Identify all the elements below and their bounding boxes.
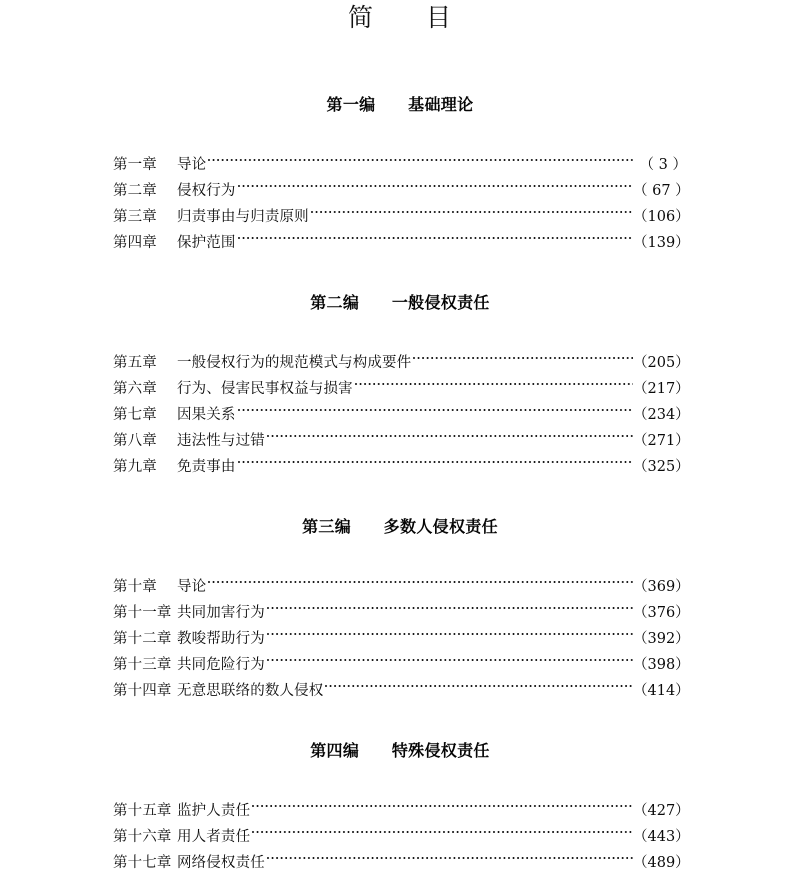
page-number: （443） (633, 829, 690, 845)
chapter-title: 侵权行为 (177, 183, 236, 199)
chapter-label: 第十三章 (113, 657, 172, 673)
dot-leader (238, 445, 633, 471)
page-number: （325） (633, 459, 690, 475)
chapter-title: 一般侵权行为的规范模式与构成要件 (177, 355, 412, 371)
dot-leader (267, 643, 633, 669)
chapter-label: 第十七章 (113, 855, 172, 871)
chapter-title: 教唆帮助行为 (177, 631, 265, 647)
chapter-label: 第三章 (113, 209, 157, 225)
entry-list-3 (0, 565, 800, 699)
entry-list-2 (0, 341, 800, 475)
chapter-label: 第五章 (113, 355, 157, 371)
chapter-label: 第十五章 (113, 803, 172, 819)
dot-leader (413, 341, 633, 367)
chapter-title: 归责事由与归责原则 (177, 209, 309, 225)
chapter-label: 第十六章 (113, 829, 172, 845)
chapter-title: 导论 (177, 157, 207, 173)
chapter-label: 第七章 (113, 407, 157, 423)
page-number: （392） (633, 631, 690, 647)
part-section-4 (0, 741, 800, 871)
chapter-title: 网络侵权责任 (177, 855, 265, 871)
chapter-title: 保护范围 (177, 235, 236, 251)
dot-leader (238, 393, 633, 419)
page-number: （ 3 ） (639, 157, 687, 173)
page-number: （205） (633, 355, 690, 371)
dot-leader (267, 617, 633, 643)
chapter-title: 用人者责任 (177, 829, 251, 845)
page-number: （369） (633, 579, 690, 595)
dot-leader (325, 669, 633, 695)
chapter-label: 第十二章 (113, 631, 172, 647)
chapter-label: 第四章 (113, 235, 157, 251)
part-section-1 (0, 95, 800, 251)
part-heading-2: 第二编 一般侵权责任 (310, 293, 490, 312)
chapter-label: 第十一章 (113, 605, 172, 621)
chapter-title: 无意思联络的数人侵权 (177, 683, 324, 699)
toc-row[interactable] (113, 341, 690, 371)
chapter-title: 违法性与过错 (177, 433, 265, 449)
dot-leader (208, 565, 633, 591)
toc-row[interactable] (113, 565, 690, 595)
chapter-title: 导论 (177, 579, 207, 595)
part-heading-4: 第四编 特殊侵权责任 (310, 741, 490, 760)
part-section-3 (0, 517, 800, 699)
part-heading-1: 第一编 基础理论 (326, 95, 474, 114)
chapter-label: 第八章 (113, 433, 157, 449)
chapter-title: 因果关系 (177, 407, 236, 423)
dot-leader (311, 195, 633, 221)
dot-leader (208, 143, 633, 169)
dot-leader (267, 591, 633, 617)
page-number: （139） (633, 235, 690, 251)
chapter-label: 第六章 (113, 381, 157, 397)
chapter-label: 第十章 (113, 579, 157, 595)
chapter-label: 第九章 (113, 459, 157, 475)
part-heading-3: 第三编 多数人侵权责任 (302, 517, 498, 536)
dot-leader (252, 815, 633, 841)
toc-row[interactable] (113, 143, 687, 173)
chapter-title: 共同加害行为 (177, 605, 265, 621)
dot-leader (238, 169, 633, 195)
dot-leader (267, 419, 633, 445)
page-number: （106） (633, 209, 690, 225)
chapter-label: 第二章 (113, 183, 157, 199)
page-number: （234） (633, 407, 690, 423)
entry-list-4 (0, 789, 800, 871)
page-number: （398） (633, 657, 690, 673)
dot-leader (355, 367, 633, 393)
page-number: （376） (633, 605, 690, 621)
chapter-title: 免责事由 (177, 459, 236, 475)
page-number: （271） (633, 433, 690, 449)
page-number: （ 67 ） (633, 183, 690, 199)
chapter-title: 监护人责任 (177, 803, 251, 819)
chapter-title: 行为、侵害民事权益与损害 (177, 381, 353, 397)
chapter-label: 第十四章 (113, 683, 172, 699)
page-number: （414） (633, 683, 690, 699)
page-title: 简 目 (347, 3, 452, 32)
entry-list-1 (0, 143, 800, 251)
page-number: （489） (633, 855, 690, 871)
chapter-title: 共同危险行为 (177, 657, 265, 673)
dot-leader (238, 221, 633, 247)
dot-leader (252, 789, 633, 815)
page-number: （217） (633, 381, 690, 397)
chapter-label: 第一章 (113, 157, 157, 173)
dot-leader (267, 841, 633, 867)
page-number: （427） (633, 803, 690, 819)
toc-row[interactable] (113, 789, 690, 819)
part-section-2 (0, 293, 800, 475)
